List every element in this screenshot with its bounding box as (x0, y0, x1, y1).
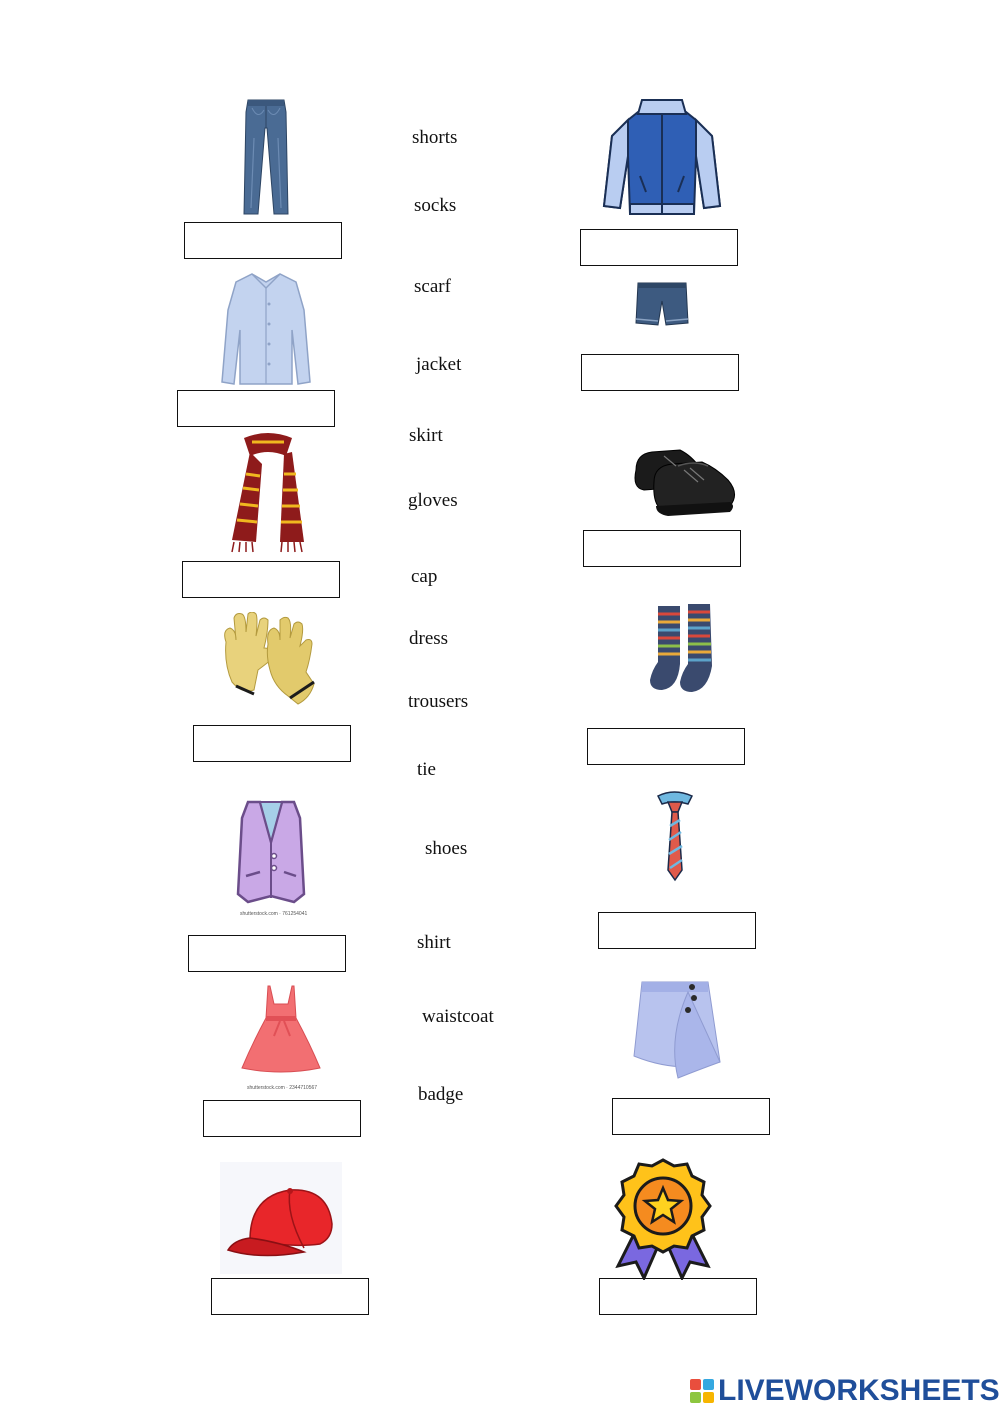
badge-picture (608, 1156, 718, 1280)
word-jacket: jacket (416, 354, 462, 375)
word-socks: socks (414, 195, 457, 216)
word-trousers: trousers (408, 691, 469, 712)
gloves-picture (214, 612, 324, 708)
word-skirt: skirt (409, 425, 443, 446)
picture-credit: shutterstock.com · 761254041 (240, 911, 308, 917)
tie-picture (652, 790, 698, 884)
liveworksheets-logo (690, 1374, 1000, 1408)
answer-box-trousers[interactable] (184, 222, 342, 259)
answer-box-shorts[interactable] (581, 354, 739, 391)
trousers-picture (238, 98, 294, 216)
word-shoes: shoes (425, 838, 468, 859)
answer-box-shirt[interactable] (177, 390, 335, 427)
answer-box-tie[interactable] (598, 912, 756, 949)
answer-box-dress[interactable] (203, 1100, 361, 1137)
answer-box-scarf[interactable] (182, 561, 340, 598)
waistcoat-picture (234, 798, 308, 906)
word-shirt: shirt (417, 932, 451, 953)
answer-box-shoes[interactable] (583, 530, 741, 567)
answer-box-cap[interactable] (211, 1278, 369, 1315)
cap-picture (220, 1162, 342, 1274)
word-scarf: scarf (414, 276, 451, 297)
word-tie: tie (417, 759, 436, 780)
liveworksheets-mark-icon (690, 1379, 714, 1403)
answer-box-skirt[interactable] (612, 1098, 770, 1135)
word-gloves: gloves (408, 490, 458, 511)
answer-box-jacket[interactable] (580, 229, 738, 266)
liveworksheets-wordmark: LIVEWORKSHEETS (718, 1374, 1000, 1407)
word-badge: badge (418, 1084, 464, 1105)
shoes-picture (628, 440, 744, 522)
scarf-picture (218, 430, 318, 554)
socks-picture (644, 600, 724, 694)
answer-box-gloves[interactable] (193, 725, 351, 762)
shorts-picture (634, 281, 690, 327)
answer-box-badge[interactable] (599, 1278, 757, 1315)
answer-box-waistcoat[interactable] (188, 935, 346, 972)
shirt-picture (218, 270, 314, 386)
answer-box-socks[interactable] (587, 728, 745, 765)
picture-credit: shutterstock.com · 2344710567 (247, 1085, 318, 1091)
word-waistcoat: waistcoat (422, 1006, 494, 1027)
skirt-picture (628, 978, 724, 1084)
word-dress: dress (409, 628, 449, 649)
jacket-picture (598, 96, 726, 220)
word-cap: cap (411, 566, 438, 587)
word-shorts: shorts (412, 127, 458, 148)
dress-picture (240, 984, 322, 1076)
